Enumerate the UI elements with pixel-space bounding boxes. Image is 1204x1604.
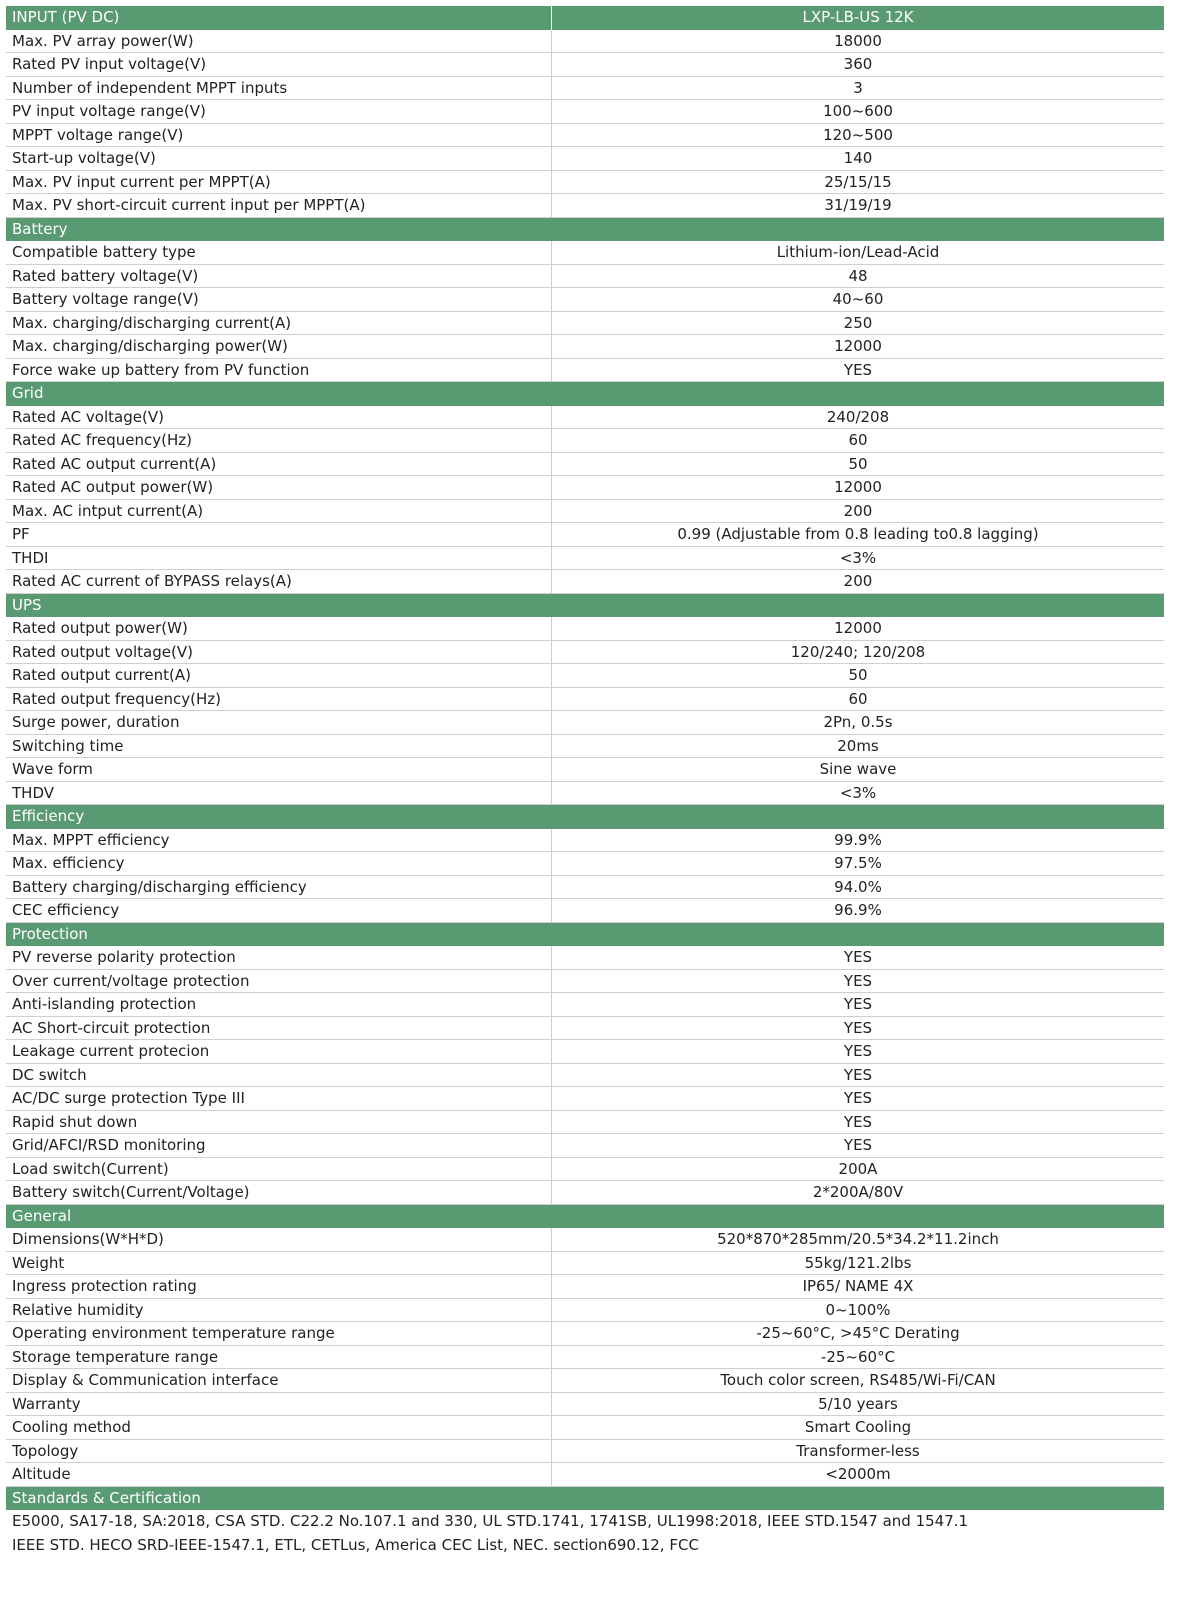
spec-row [6, 288, 1164, 312]
spec-value: YES [551, 1017, 1164, 1040]
spec-row [6, 1252, 1164, 1276]
spec-value: 31/19/19 [551, 194, 1164, 217]
spec-value: 100~600 [551, 100, 1164, 123]
spec-value: 200A [551, 1158, 1164, 1181]
spec-row [6, 1463, 1164, 1487]
spec-row [6, 617, 1164, 641]
section-header-value [551, 805, 1164, 829]
spec-label: AC Short-circuit protection [12, 1018, 211, 1037]
spec-row [6, 899, 1164, 923]
spec-value: Touch color screen, RS485/Wi-Fi/CAN [551, 1369, 1164, 1392]
spec-value: 18000 [551, 30, 1164, 53]
spec-row [6, 1040, 1164, 1064]
spec-value: 60 [551, 429, 1164, 452]
spec-row [6, 1064, 1164, 1088]
spec-label: THDV [12, 783, 54, 802]
spec-label: Topology [12, 1441, 79, 1460]
spec-label: Ingress protection rating [12, 1277, 197, 1295]
spec-row [6, 852, 1164, 876]
spec-value: 12000 [551, 476, 1164, 499]
spec-row [6, 265, 1164, 289]
spec-row [6, 782, 1164, 806]
spec-label: Max. PV array power(W) [12, 31, 194, 50]
spec-label: Switching time [12, 736, 124, 755]
spec-label: Relative humidity [12, 1300, 144, 1319]
section-header-value [551, 923, 1164, 947]
spec-row [6, 359, 1164, 383]
section-header-value [551, 218, 1164, 242]
spec-value: IP65/ NAME 4X [551, 1275, 1164, 1298]
spec-value: 60 [551, 688, 1164, 711]
spec-value: YES [551, 946, 1164, 969]
spec-label: Rapid shut down [12, 1112, 138, 1131]
spec-label: Rated AC output power(W) [12, 478, 214, 496]
spec-value: 20ms [551, 735, 1164, 758]
spec-value: 50 [551, 664, 1164, 687]
standards-line: IEEE STD. HECO SRD-IEEE-1547.1, ETL, CETLus, America CEC List, NEC. section690.12, FCC [12, 1535, 699, 1554]
spec-row [6, 970, 1164, 994]
spec-row [6, 1017, 1164, 1041]
spec-value: 5/10 years [551, 1393, 1164, 1416]
spec-value: YES [551, 359, 1164, 382]
spec-value: 97.5% [551, 852, 1164, 875]
spec-row [6, 77, 1164, 101]
spec-value: 200 [551, 570, 1164, 593]
spec-row [6, 1228, 1164, 1252]
spec-row [6, 664, 1164, 688]
spec-label: Rated output voltage(V) [12, 642, 193, 661]
spec-label: Rated AC output current(A) [12, 454, 217, 473]
spec-value: <2000m [551, 1463, 1164, 1486]
spec-row [6, 429, 1164, 453]
standards-line: E5000, SA17-18, SA:2018, CSA STD. C22.2 No.107.1 and 330, UL STD.1741, 1741SB, UL1998:2018, IEEE STD.1547 and 1547.1 [12, 1512, 969, 1530]
spec-label: Altitude [12, 1465, 71, 1483]
spec-label: Surge power, duration [12, 713, 180, 731]
spec-value: 240/208 [551, 406, 1164, 429]
section-header [6, 382, 1164, 406]
section-header [6, 923, 1164, 947]
spec-value: <3% [551, 547, 1164, 570]
spec-value: YES [551, 993, 1164, 1016]
spec-value: 0.99 (Adjustable from 0.8 leading to0.8 lagging) [551, 523, 1164, 546]
spec-label: Rated output current(A) [12, 666, 192, 684]
section-header-value [551, 594, 1164, 618]
spec-value: YES [551, 1040, 1164, 1063]
spec-label: CEC efficiency [12, 901, 120, 919]
spec-label: Weight [12, 1253, 65, 1272]
spec-value: YES [551, 970, 1164, 993]
spec-value: -25~60°C [551, 1346, 1164, 1369]
spec-value: YES [551, 1087, 1164, 1110]
spec-value: 99.9% [551, 829, 1164, 852]
spec-value: 50 [551, 453, 1164, 476]
spec-row [6, 194, 1164, 218]
spec-value: 48 [551, 265, 1164, 288]
spec-label: Anti-islanding protection [12, 995, 197, 1013]
spec-value: -25~60°C, >45°C Derating [551, 1322, 1164, 1345]
spec-label: Max. charging/discharging current(A) [12, 313, 292, 332]
spec-label: Max. PV input current per MPPT(A) [12, 172, 271, 191]
spec-row [6, 53, 1164, 77]
spec-label: Over current/voltage protection [12, 971, 250, 990]
spec-label: Rated AC current of BYPASS relays(A) [12, 572, 292, 590]
spec-value: 250 [551, 312, 1164, 335]
spec-row [6, 570, 1164, 594]
spec-table [6, 6, 1164, 1557]
spec-label: Rated AC voltage(V) [12, 407, 164, 426]
spec-label: Warranty [12, 1394, 81, 1413]
spec-label: Number of independent MPPT inputs [12, 78, 288, 97]
spec-label: Load switch(Current) [12, 1159, 169, 1178]
spec-row [6, 124, 1164, 148]
section-title: Protection [12, 924, 88, 943]
spec-label: Rated output frequency(Hz) [12, 689, 222, 708]
spec-label: Rated output power(W) [12, 619, 188, 637]
spec-value: 120~500 [551, 124, 1164, 147]
spec-value: 520*870*285mm/20.5*34.2*11.2inch [551, 1228, 1164, 1251]
spec-row [6, 758, 1164, 782]
standards-header [6, 1487, 1164, 1511]
spec-label: MPPT voltage range(V) [12, 125, 184, 144]
spec-row [6, 147, 1164, 171]
spec-row [6, 30, 1164, 54]
spec-label: Force wake up battery from PV function [12, 360, 310, 379]
spec-row [6, 100, 1164, 124]
spec-row [6, 406, 1164, 430]
section-header-value [551, 382, 1164, 406]
spec-row [6, 1393, 1164, 1417]
spec-row [6, 171, 1164, 195]
spec-label: Leakage current protecion [12, 1042, 210, 1060]
section-header-value [551, 1205, 1164, 1229]
spec-label: Operating environment temperature range [12, 1324, 335, 1342]
spec-label: Max. charging/discharging power(W) [12, 337, 288, 355]
spec-label: Battery charging/discharging efficiency [12, 877, 307, 896]
spec-value: 12000 [551, 335, 1164, 358]
spec-value: 94.0% [551, 876, 1164, 899]
section-title: Battery [12, 219, 68, 238]
spec-row [6, 1158, 1164, 1182]
spec-row [6, 876, 1164, 900]
section-title: General [12, 1206, 72, 1225]
spec-value: 0~100% [551, 1299, 1164, 1322]
spec-row [6, 1181, 1164, 1205]
spec-row [6, 1416, 1164, 1440]
spec-label: PV input voltage range(V) [12, 102, 206, 120]
spec-label: Battery voltage range(V) [12, 290, 199, 308]
spec-row [6, 312, 1164, 336]
spec-row [6, 1440, 1164, 1464]
spec-row [6, 1275, 1164, 1299]
spec-row [6, 523, 1164, 547]
standards-title: Standards & Certification [12, 1488, 201, 1507]
spec-label: Max. AC intput current(A) [12, 501, 204, 520]
spec-label: Cooling method [12, 1418, 131, 1436]
spec-row [6, 641, 1164, 665]
spec-row [6, 476, 1164, 500]
spec-row [6, 1111, 1164, 1135]
section-title: Grid [12, 384, 44, 402]
section-header [6, 1205, 1164, 1229]
spec-row [6, 1322, 1164, 1346]
spec-label: Rated PV input voltage(V) [12, 55, 207, 73]
spec-value: 140 [551, 147, 1164, 170]
section-header [6, 805, 1164, 829]
spec-value: 3 [551, 77, 1164, 100]
spec-value: 2Pn, 0.5s [551, 711, 1164, 734]
spec-label: PV reverse polarity protection [12, 948, 236, 966]
standards-header-value [551, 1487, 1164, 1511]
spec-row [6, 735, 1164, 759]
spec-value: 360 [551, 53, 1164, 76]
spec-row [6, 1134, 1164, 1158]
section-header [6, 6, 1164, 30]
spec-row [6, 1369, 1164, 1393]
spec-value: 96.9% [551, 899, 1164, 922]
spec-row [6, 829, 1164, 853]
spec-label: Storage temperature range [12, 1347, 219, 1366]
spec-value: Smart Cooling [551, 1416, 1164, 1439]
spec-value: 200 [551, 500, 1164, 523]
section-title: UPS [12, 595, 42, 614]
spec-row [6, 1346, 1164, 1370]
spec-label: AC/DC surge protection Type III [12, 1089, 245, 1107]
spec-label: THDI [12, 548, 49, 567]
spec-value: YES [551, 1064, 1164, 1087]
spec-row [6, 547, 1164, 571]
section-header [6, 594, 1164, 618]
spec-row [6, 453, 1164, 477]
spec-label: Max. efficiency [12, 854, 125, 872]
section-title: Efficiency [12, 807, 85, 825]
spec-label: Dimensions(W*H*D) [12, 1230, 164, 1248]
spec-label: Rated battery voltage(V) [12, 266, 199, 285]
spec-value: Sine wave [551, 758, 1164, 781]
spec-row [6, 335, 1164, 359]
spec-label: Compatible battery type [12, 243, 196, 261]
spec-value: 25/15/15 [551, 171, 1164, 194]
spec-label: Battery switch(Current/Voltage) [12, 1183, 250, 1201]
spec-row [6, 993, 1164, 1017]
spec-label: PF [12, 525, 30, 543]
spec-value: Transformer-less [551, 1440, 1164, 1463]
spec-value: YES [551, 1111, 1164, 1134]
spec-label: Grid/AFCI/RSD monitoring [12, 1136, 206, 1154]
spec-row [6, 500, 1164, 524]
spec-value: YES [551, 1134, 1164, 1157]
spec-value: 120/240; 120/208 [551, 641, 1164, 664]
spec-label: Max. MPPT efficiency [12, 830, 170, 849]
spec-row [6, 688, 1164, 712]
spec-value: 2*200A/80V [551, 1181, 1164, 1204]
spec-value: 40~60 [551, 288, 1164, 311]
spec-label: Rated AC frequency(Hz) [12, 431, 193, 449]
spec-value: 12000 [551, 617, 1164, 640]
section-title: INPUT (PV DC) [12, 8, 120, 26]
spec-row [6, 1299, 1164, 1323]
spec-row [6, 946, 1164, 970]
spec-row [6, 1087, 1164, 1111]
spec-row [6, 241, 1164, 265]
spec-label: Start-up voltage(V) [12, 149, 156, 167]
spec-value: 55kg/121.2lbs [551, 1252, 1164, 1275]
spec-label: Max. PV short-circuit current input per MPPT(A) [12, 196, 366, 214]
spec-label: Wave form [12, 760, 93, 778]
spec-value: Lithium-ion/Lead-Acid [551, 241, 1164, 264]
spec-row [6, 711, 1164, 735]
spec-label: Display & Communication interface [12, 1371, 279, 1389]
section-header [6, 218, 1164, 242]
spec-label: DC switch [12, 1065, 87, 1084]
spec-value: <3% [551, 782, 1164, 805]
section-header-value: LXP-LB-US 12K [551, 6, 1164, 30]
